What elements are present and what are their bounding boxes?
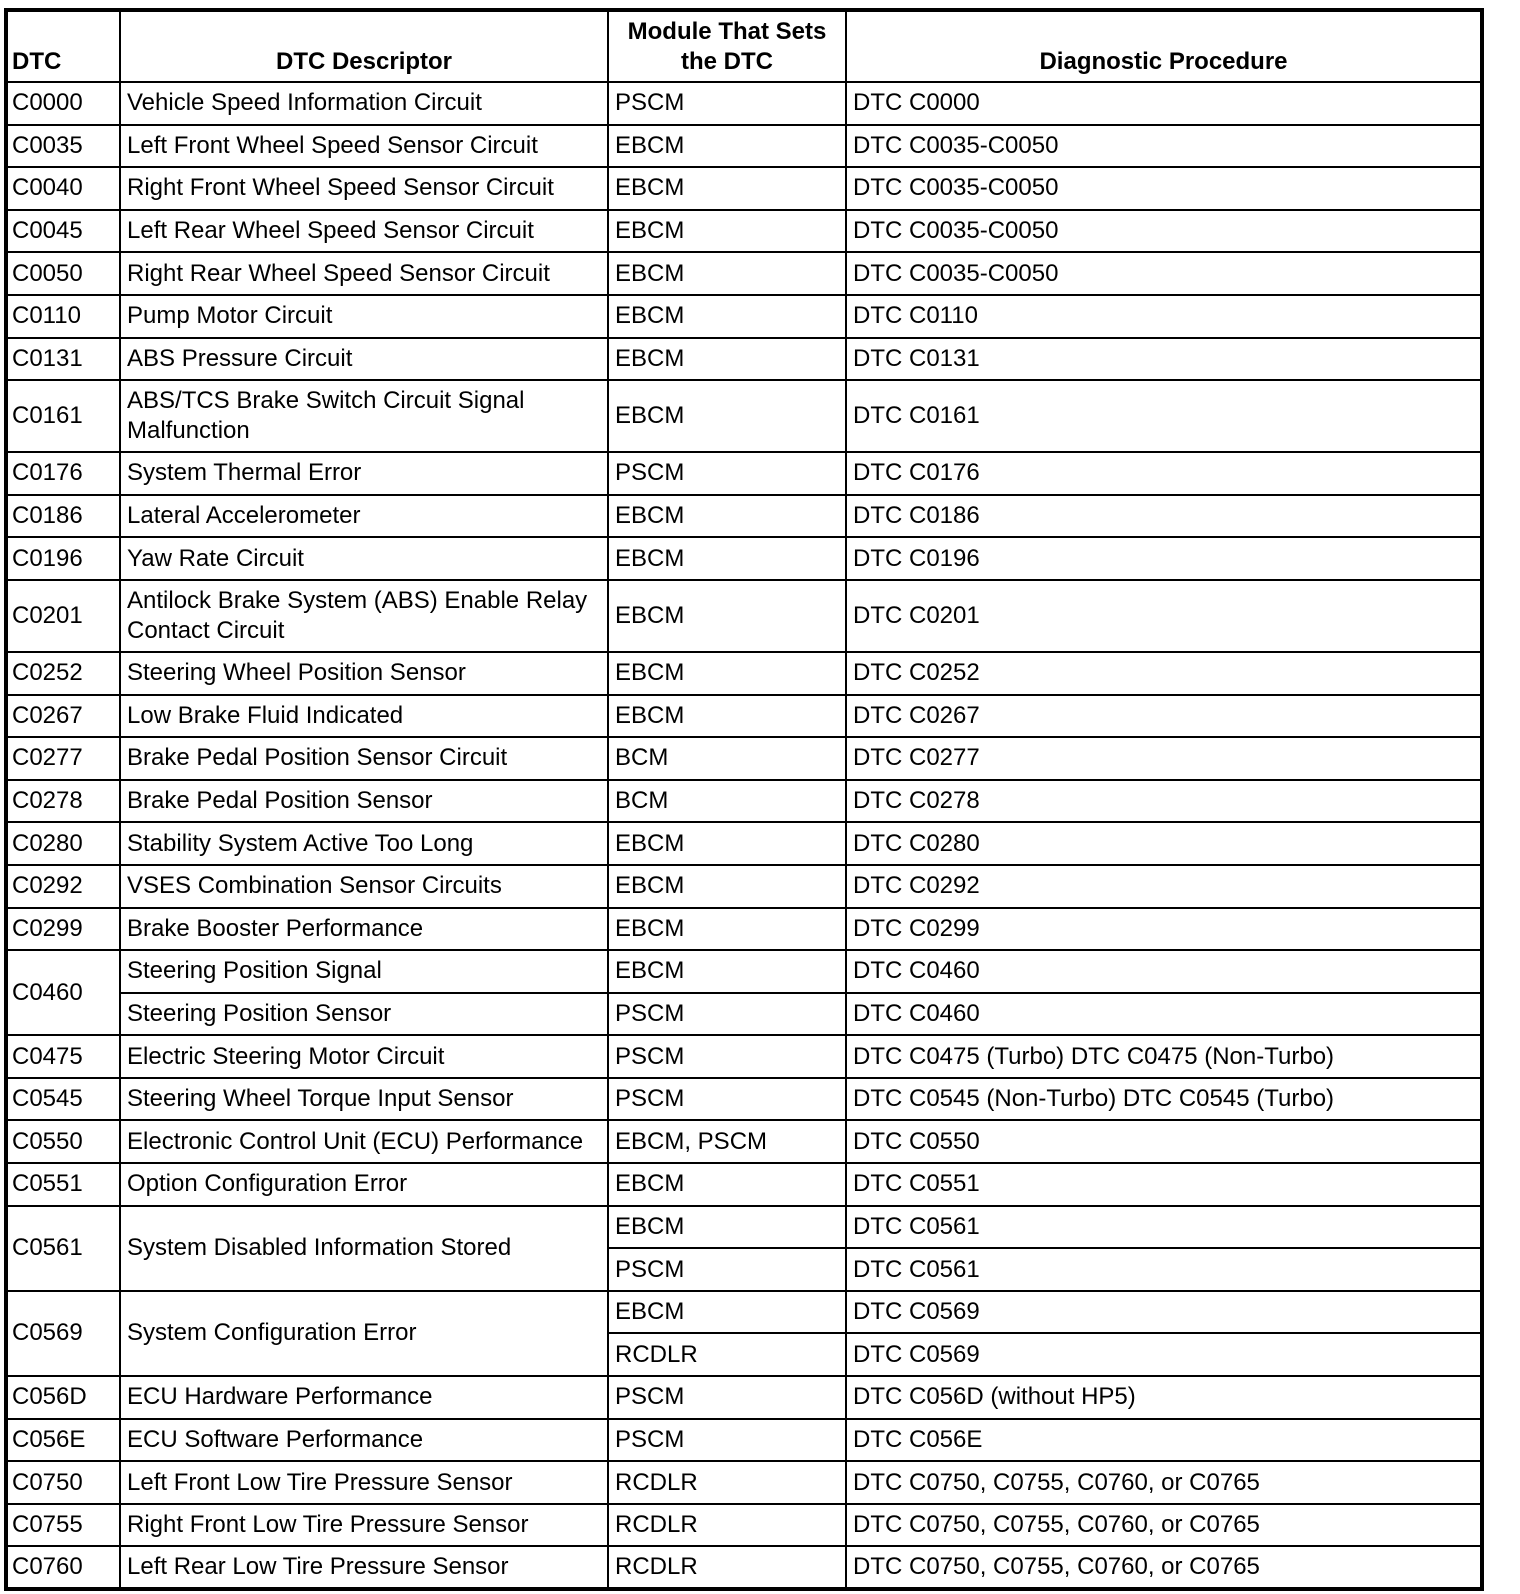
dtc-descriptor-cell: Left Front Low Tire Pressure Sensor xyxy=(120,1461,608,1504)
dtc-table xyxy=(4,8,1484,1591)
dtc-descriptor-cell: Antilock Brake System (ABS) Enable Relay Contact Circuit xyxy=(120,580,608,652)
procedure-cell: DTC C056E xyxy=(846,1419,1482,1462)
header-procedure: Diagnostic Procedure xyxy=(846,10,1482,82)
procedure-cell: DTC C0110 xyxy=(846,295,1482,338)
header-module: Module That Sets the DTC xyxy=(608,10,846,82)
dtc-descriptor-cell: System Configuration Error xyxy=(120,1291,608,1376)
procedure-cell: DTC C0131 xyxy=(846,338,1482,381)
header-row xyxy=(6,10,1482,82)
dtc-descriptor-cell: Brake Pedal Position Sensor xyxy=(120,780,608,823)
table-row xyxy=(6,908,1482,951)
procedure-cell: DTC C0550 xyxy=(846,1120,1482,1163)
dtc-code-cell: C0110 xyxy=(6,295,120,338)
procedure-cell: DTC C0299 xyxy=(846,908,1482,951)
procedure-cell: DTC C056D (without HP5) xyxy=(846,1376,1482,1419)
dtc-code-cell: C0196 xyxy=(6,537,120,580)
dtc-descriptor-cell: ABS Pressure Circuit xyxy=(120,338,608,381)
header-descriptor: DTC Descriptor xyxy=(120,10,608,82)
dtc-descriptor-cell: Steering Wheel Torque Input Sensor xyxy=(120,1078,608,1121)
module-cell: PSCM xyxy=(608,1248,846,1291)
module-cell: EBCM xyxy=(608,652,846,695)
module-cell: EBCM xyxy=(608,1163,846,1206)
module-cell: RCDLR xyxy=(608,1504,846,1547)
table-row xyxy=(6,695,1482,738)
table-body xyxy=(6,82,1482,1589)
procedure-cell: DTC C0035-C0050 xyxy=(846,210,1482,253)
dtc-descriptor-cell: Option Configuration Error xyxy=(120,1163,608,1206)
dtc-descriptor-cell: Vehicle Speed Information Circuit xyxy=(120,82,608,125)
module-cell: RCDLR xyxy=(608,1333,846,1376)
table-row xyxy=(6,452,1482,495)
table-row xyxy=(6,210,1482,253)
dtc-descriptor-cell: ECU Hardware Performance xyxy=(120,1376,608,1419)
module-cell: EBCM xyxy=(608,210,846,253)
dtc-code-cell: C0267 xyxy=(6,695,120,738)
dtc-descriptor-cell: Low Brake Fluid Indicated xyxy=(120,695,608,738)
module-cell: EBCM xyxy=(608,380,846,452)
procedure-cell: DTC C0460 xyxy=(846,950,1482,993)
module-cell: PSCM xyxy=(608,1078,846,1121)
table-row xyxy=(6,252,1482,295)
table-row xyxy=(6,652,1482,695)
dtc-code-cell: C0551 xyxy=(6,1163,120,1206)
module-cell: EBCM xyxy=(608,295,846,338)
module-cell: EBCM xyxy=(608,950,846,993)
module-cell: PSCM xyxy=(608,1035,846,1078)
procedure-cell: DTC C0750, C0755, C0760, or C0765 xyxy=(846,1461,1482,1504)
module-cell: EBCM xyxy=(608,580,846,652)
procedure-cell: DTC C0460 xyxy=(846,993,1482,1036)
table-row xyxy=(6,1419,1482,1462)
dtc-descriptor-cell: Electric Steering Motor Circuit xyxy=(120,1035,608,1078)
dtc-descriptor-cell: Pump Motor Circuit xyxy=(120,295,608,338)
dtc-code-cell: C0186 xyxy=(6,495,120,538)
module-cell: BCM xyxy=(608,780,846,823)
dtc-code-cell: C0045 xyxy=(6,210,120,253)
dtc-code-cell: C0252 xyxy=(6,652,120,695)
dtc-code-cell: C0040 xyxy=(6,167,120,210)
dtc-descriptor-cell: Stability System Active Too Long xyxy=(120,822,608,865)
procedure-cell: DTC C0196 xyxy=(846,537,1482,580)
procedure-cell: DTC C0280 xyxy=(846,822,1482,865)
module-cell: EBCM xyxy=(608,865,846,908)
procedure-cell: DTC C0035-C0050 xyxy=(846,167,1482,210)
table-row xyxy=(6,1206,1482,1249)
dtc-code-cell: C0201 xyxy=(6,580,120,652)
dtc-code-cell: C056E xyxy=(6,1419,120,1462)
dtc-code-cell: C0750 xyxy=(6,1461,120,1504)
table-row xyxy=(6,780,1482,823)
module-cell: EBCM xyxy=(608,167,846,210)
dtc-descriptor-cell: Lateral Accelerometer xyxy=(120,495,608,538)
procedure-cell: DTC C0475 (Turbo) DTC C0475 (Non-Turbo) xyxy=(846,1035,1482,1078)
module-cell: EBCM xyxy=(608,537,846,580)
procedure-cell: DTC C0561 xyxy=(846,1248,1482,1291)
module-cell: EBCM xyxy=(608,822,846,865)
module-cell: RCDLR xyxy=(608,1546,846,1589)
table-row xyxy=(6,822,1482,865)
table-row xyxy=(6,1035,1482,1078)
procedure-cell: DTC C0000 xyxy=(846,82,1482,125)
table-row xyxy=(6,1546,1482,1589)
procedure-cell: DTC C0267 xyxy=(846,695,1482,738)
module-cell: PSCM xyxy=(608,993,846,1036)
table-row xyxy=(6,537,1482,580)
dtc-descriptor-cell: Right Front Wheel Speed Sensor Circuit xyxy=(120,167,608,210)
procedure-cell: DTC C0252 xyxy=(846,652,1482,695)
dtc-descriptor-cell: Right Front Low Tire Pressure Sensor xyxy=(120,1504,608,1547)
procedure-cell: DTC C0035-C0050 xyxy=(846,252,1482,295)
dtc-descriptor-cell: VSES Combination Sensor Circuits xyxy=(120,865,608,908)
dtc-descriptor-cell: Brake Pedal Position Sensor Circuit xyxy=(120,737,608,780)
module-cell: BCM xyxy=(608,737,846,780)
table-row xyxy=(6,1120,1482,1163)
table-header xyxy=(6,10,1482,82)
procedure-cell: DTC C0292 xyxy=(846,865,1482,908)
procedure-cell: DTC C0277 xyxy=(846,737,1482,780)
dtc-code-cell: C0131 xyxy=(6,338,120,381)
procedure-cell: DTC C0278 xyxy=(846,780,1482,823)
dtc-code-cell: C0277 xyxy=(6,737,120,780)
module-cell: EBCM xyxy=(608,1291,846,1334)
dtc-descriptor-cell: Yaw Rate Circuit xyxy=(120,537,608,580)
module-cell: EBCM xyxy=(608,125,846,168)
module-cell: EBCM xyxy=(608,908,846,951)
table-row xyxy=(6,1163,1482,1206)
table-row xyxy=(6,993,1482,1036)
header-dtc: DTC xyxy=(6,10,120,82)
table-row xyxy=(6,338,1482,381)
dtc-code-cell: C0050 xyxy=(6,252,120,295)
table-row xyxy=(6,950,1482,993)
procedure-cell: DTC C0161 xyxy=(846,380,1482,452)
dtc-descriptor-cell: Electronic Control Unit (ECU) Performance xyxy=(120,1120,608,1163)
table-row xyxy=(6,1461,1482,1504)
dtc-code-cell: C0760 xyxy=(6,1546,120,1589)
table-row xyxy=(6,82,1482,125)
table-row xyxy=(6,1504,1482,1547)
dtc-descriptor-cell: System Disabled Information Stored xyxy=(120,1206,608,1291)
dtc-descriptor-cell: Steering Position Sensor xyxy=(120,993,608,1036)
dtc-descriptor-cell: ECU Software Performance xyxy=(120,1419,608,1462)
table-row xyxy=(6,495,1482,538)
dtc-code-cell: C0550 xyxy=(6,1120,120,1163)
module-cell: PSCM xyxy=(608,452,846,495)
dtc-descriptor-cell: System Thermal Error xyxy=(120,452,608,495)
dtc-code-cell: C0161 xyxy=(6,380,120,452)
module-cell: EBCM xyxy=(608,252,846,295)
dtc-descriptor-cell: Brake Booster Performance xyxy=(120,908,608,951)
module-cell: RCDLR xyxy=(608,1461,846,1504)
procedure-cell: DTC C0569 xyxy=(846,1333,1482,1376)
dtc-code-cell: C0000 xyxy=(6,82,120,125)
dtc-code-cell: C0280 xyxy=(6,822,120,865)
table-row xyxy=(6,380,1482,452)
table-row xyxy=(6,295,1482,338)
dtc-descriptor-cell: Steering Wheel Position Sensor xyxy=(120,652,608,695)
module-cell: EBCM, PSCM xyxy=(608,1120,846,1163)
dtc-code-cell: C0035 xyxy=(6,125,120,168)
dtc-code-cell: C0755 xyxy=(6,1504,120,1547)
dtc-code-cell: C0292 xyxy=(6,865,120,908)
table-row xyxy=(6,1291,1482,1334)
dtc-descriptor-cell: Left Front Wheel Speed Sensor Circuit xyxy=(120,125,608,168)
procedure-cell: DTC C0569 xyxy=(846,1291,1482,1334)
table-row xyxy=(6,125,1482,168)
table-row xyxy=(6,580,1482,652)
module-cell: PSCM xyxy=(608,1419,846,1462)
module-cell: PSCM xyxy=(608,1376,846,1419)
module-cell: PSCM xyxy=(608,82,846,125)
procedure-cell: DTC C0186 xyxy=(846,495,1482,538)
table-row xyxy=(6,1078,1482,1121)
dtc-code-cell: C056D xyxy=(6,1376,120,1419)
dtc-descriptor-cell: Right Rear Wheel Speed Sensor Circuit xyxy=(120,252,608,295)
table-row xyxy=(6,1376,1482,1419)
table-row xyxy=(6,865,1482,908)
dtc-descriptor-cell: Left Rear Low Tire Pressure Sensor xyxy=(120,1546,608,1589)
procedure-cell: DTC C0750, C0755, C0760, or C0765 xyxy=(846,1546,1482,1589)
procedure-cell: DTC C0750, C0755, C0760, or C0765 xyxy=(846,1504,1482,1547)
dtc-code-cell: C0299 xyxy=(6,908,120,951)
dtc-code-cell: C0569 xyxy=(6,1291,120,1376)
procedure-cell: DTC C0561 xyxy=(846,1206,1482,1249)
procedure-cell: DTC C0035-C0050 xyxy=(846,125,1482,168)
procedure-cell: DTC C0545 (Non-Turbo) DTC C0545 (Turbo) xyxy=(846,1078,1482,1121)
dtc-descriptor-cell: ABS/TCS Brake Switch Circuit Signal Malfunction xyxy=(120,380,608,452)
dtc-code-cell: C0475 xyxy=(6,1035,120,1078)
module-cell: EBCM xyxy=(608,495,846,538)
dtc-code-cell: C0460 xyxy=(6,950,120,1035)
procedure-cell: DTC C0551 xyxy=(846,1163,1482,1206)
procedure-cell: DTC C0201 xyxy=(846,580,1482,652)
dtc-code-cell: C0561 xyxy=(6,1206,120,1291)
dtc-code-cell: C0278 xyxy=(6,780,120,823)
dtc-descriptor-cell: Steering Position Signal xyxy=(120,950,608,993)
table-row xyxy=(6,737,1482,780)
procedure-cell: DTC C0176 xyxy=(846,452,1482,495)
table-row xyxy=(6,167,1482,210)
module-cell: EBCM xyxy=(608,695,846,738)
module-cell: EBCM xyxy=(608,1206,846,1249)
dtc-descriptor-cell: Left Rear Wheel Speed Sensor Circuit xyxy=(120,210,608,253)
dtc-code-cell: C0176 xyxy=(6,452,120,495)
dtc-code-cell: C0545 xyxy=(6,1078,120,1121)
module-cell: EBCM xyxy=(608,338,846,381)
